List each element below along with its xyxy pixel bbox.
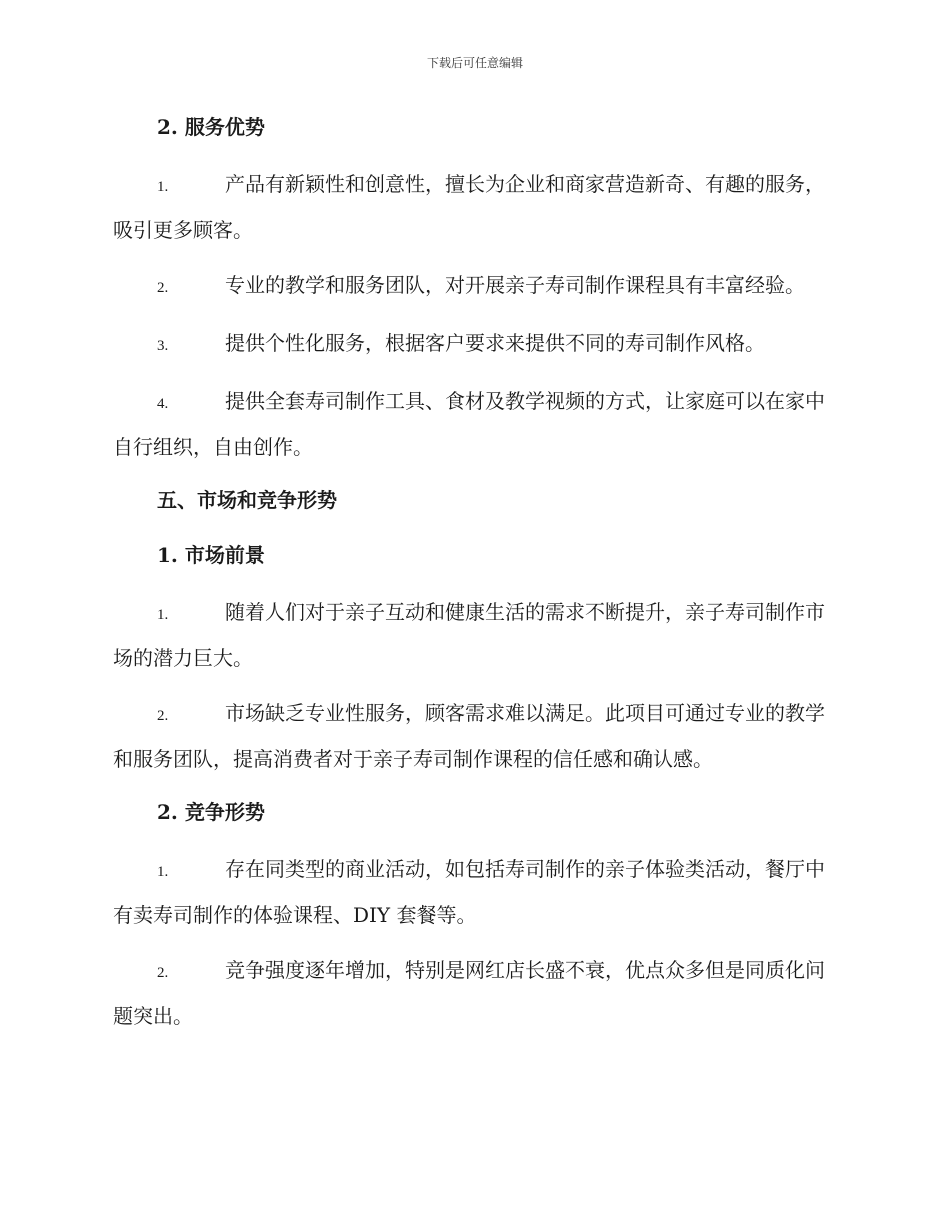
- item-text: 市场缺乏专业性服务，顾客需求难以满足。此项目可通过专业的教学和服务团队，提高消费者对于亲子寿司制作课程的信任感和确认感。: [113, 701, 825, 771]
- section-heading: 2. 竞争形势: [157, 800, 265, 824]
- list-item: [113, 591, 835, 680]
- page-header: 下载后可任意编辑: [426, 56, 523, 70]
- section-heading: 2. 服务优势: [157, 115, 265, 139]
- item-number: 1.: [157, 179, 169, 195]
- item-number: 1.: [157, 864, 169, 880]
- list-item: [113, 949, 835, 1038]
- list-item: [113, 264, 835, 310]
- item-text: 产品有新颖性和创意性，擅长为企业和商家营造新奇、有趣的服务，吸引更多顾客。: [113, 172, 825, 242]
- item-text: 专业的教学和服务团队，对开展亲子寿司制作课程具有丰富经验。: [225, 273, 805, 297]
- section-heading: 1. 市场前景: [157, 543, 265, 567]
- item-text: 存在同类型的商业活动，如包括寿司制作的亲子体验类活动，餐厅中有卖寿司制作的体验课程、DIY 套餐等。: [113, 857, 825, 927]
- item-number: 2.: [157, 280, 169, 296]
- list-item: [113, 322, 835, 368]
- item-text: 提供个性化服务，根据客户要求来提供不同的寿司制作风格。: [225, 331, 765, 355]
- chapter-heading: 五、市场和竞争形势: [157, 488, 337, 512]
- item-text: 竞争强度逐年增加，特别是网红店长盛不衰，优点众多但是同质化问题突出。: [113, 958, 825, 1028]
- item-number: 2.: [157, 965, 169, 981]
- list-item: [113, 692, 835, 781]
- item-number: 1.: [157, 607, 169, 623]
- list-item: [113, 380, 835, 469]
- item-text: 随着人们对于亲子互动和健康生活的需求不断提升，亲子寿司制作市场的潜力巨大。: [113, 600, 825, 670]
- list-item: [113, 163, 835, 252]
- document-body: [113, 108, 835, 1050]
- item-number: 3.: [157, 338, 169, 354]
- item-number: 4.: [157, 396, 169, 412]
- list-item: [113, 848, 835, 937]
- item-number: 2.: [157, 708, 169, 724]
- item-text: 提供全套寿司制作工具、食材及教学视频的方式，让家庭可以在家中自行组织，自由创作。: [113, 389, 825, 459]
